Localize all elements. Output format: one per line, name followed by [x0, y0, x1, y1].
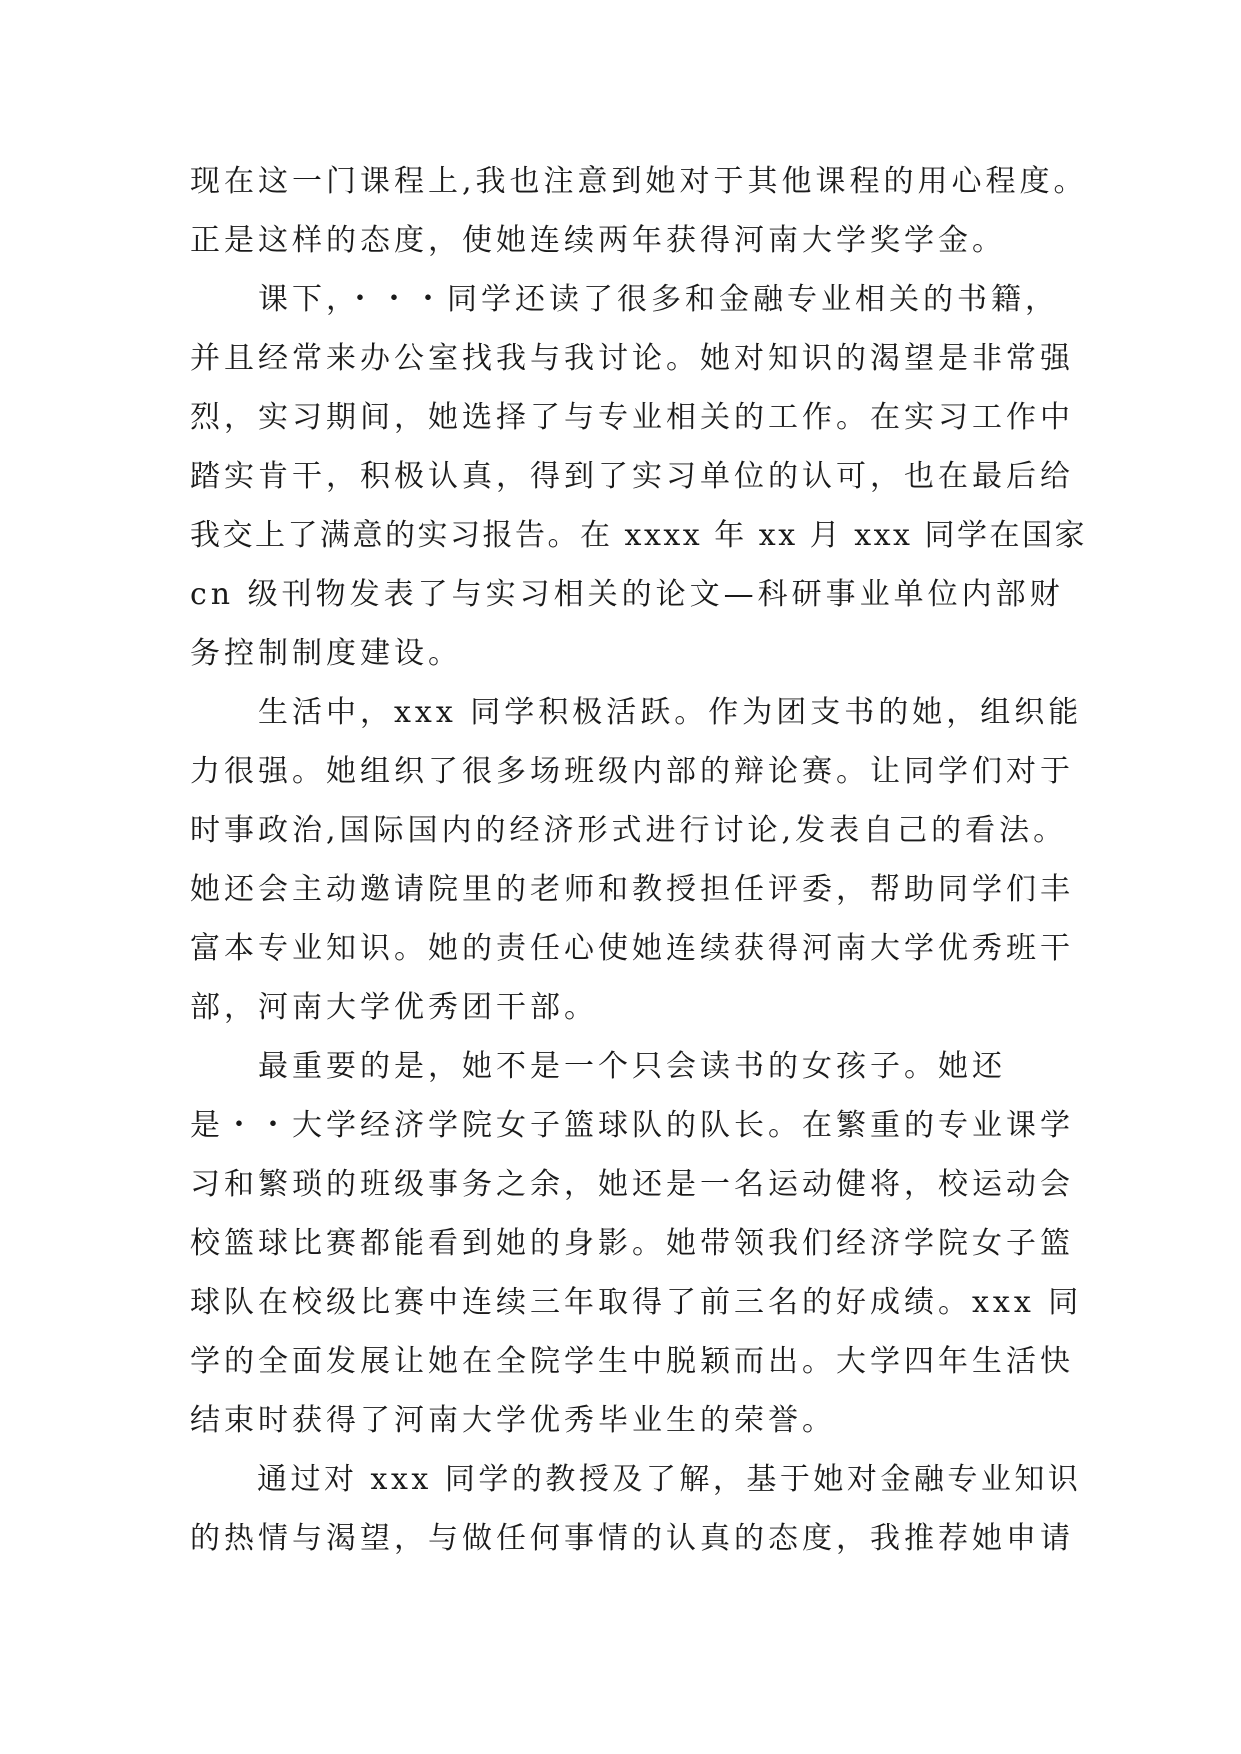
- text-line: 结束时获得了河南大学优秀毕业生的荣誉。: [190, 1403, 836, 1438]
- text-line: 时事政治,国际国内的经济形式进行讨论,发表自己的看法。: [190, 813, 1068, 848]
- text-line: 校篮球比赛都能看到她的身影。她带领我们经济学院女子篮: [190, 1226, 1074, 1261]
- text-line: 务控制制度建设。: [190, 636, 462, 671]
- text-line: 她还会主动邀请院里的老师和教授担任评委，帮助同学们丰: [190, 872, 1074, 907]
- text-line: 的热情与渴望，与做任何事情的认真的态度，我推荐她申请: [190, 1521, 1074, 1556]
- text-line: cn 级刊物发表了与实习相关的论文—科研事业单位内部财: [190, 577, 1064, 612]
- text-line: 富本专业知识。她的责任心使她连续获得河南大学优秀班干: [190, 931, 1074, 966]
- text-line: 习和繁琐的班级事务之余，她还是一名运动健将，校运动会: [190, 1167, 1074, 1202]
- text-line: 是・・大学经济学院女子篮球队的队长。在繁重的专业课学: [190, 1108, 1074, 1143]
- text-line: 最重要的是，她不是一个只会读书的女孩子。她还: [190, 1049, 1006, 1084]
- text-line: 部，河南大学优秀团干部。: [190, 990, 598, 1025]
- text-line: 烈，实习期间，她选择了与专业相关的工作。在实习工作中: [190, 400, 1074, 435]
- document-body: [190, 152, 1090, 1568]
- text-line: 生活中，xxx 同学积极活跃。作为团支书的她，组织能: [190, 695, 1083, 730]
- text-line: 现在这一门课程上,我也注意到她对于其他课程的用心程度。: [190, 164, 1088, 199]
- text-line: 踏实肯干，积极认真，得到了实习单位的认可，也在最后给: [190, 459, 1074, 494]
- text-line: 并且经常来办公室找我与我讨论。她对知识的渴望是非常强: [190, 341, 1074, 376]
- text-line: 球队在校级比赛中连续三年取得了前三名的好成绩。xxx 同: [190, 1285, 1083, 1320]
- text-line: 通过对 xxx 同学的教授及了解，基于她对金融专业知识: [190, 1462, 1082, 1497]
- text-line: 学的全面发展让她在全院学生中脱颖而出。大学四年生活快: [190, 1344, 1074, 1379]
- text-line: 课下，・・・同学还读了很多和金融专业相关的书籍，: [190, 282, 1059, 317]
- text-line: 我交上了满意的实习报告。在 xxxx 年 xx 月 xxx 同学在国家: [190, 518, 1087, 553]
- text-line: 力很强。她组织了很多场班级内部的辩论赛。让同学们对于: [190, 754, 1074, 789]
- text-line: 正是这样的态度，使她连续两年获得河南大学奖学金。: [190, 223, 1006, 258]
